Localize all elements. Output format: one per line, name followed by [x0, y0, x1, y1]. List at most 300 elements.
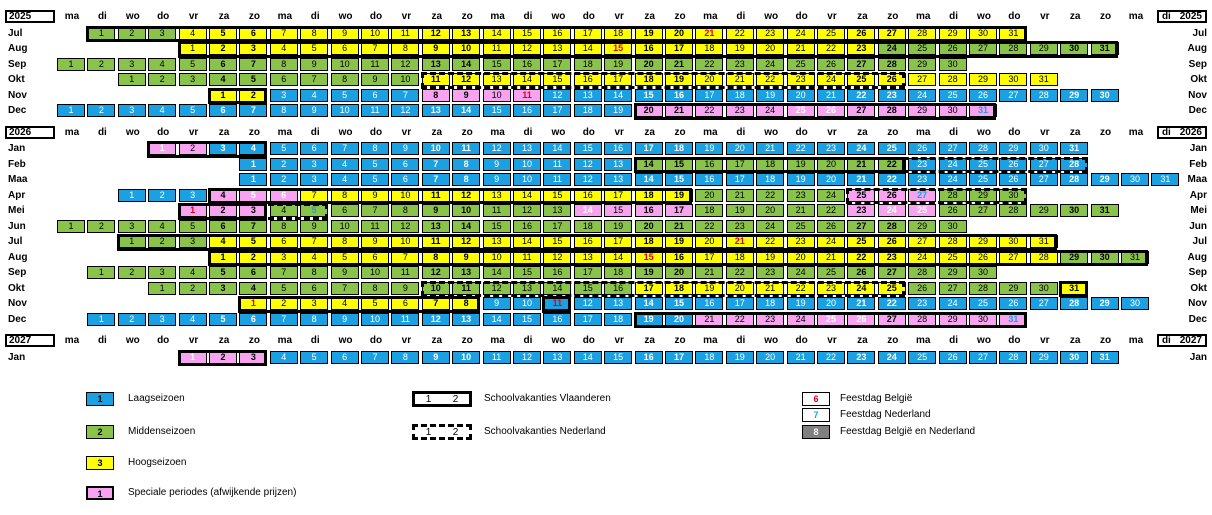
- day-cell: 4: [270, 42, 298, 55]
- day-cell: 7: [361, 204, 389, 217]
- day-cell: 14: [635, 158, 663, 171]
- day-cell: 30: [1121, 297, 1149, 310]
- month-label-right: Feb: [1189, 158, 1207, 170]
- day-cell: 25: [787, 58, 815, 71]
- weekday-header: ma: [703, 335, 718, 346]
- day-cell: 1: [179, 351, 207, 364]
- day-cell: 3: [179, 235, 207, 248]
- weekday-header: vr: [188, 11, 199, 22]
- day-cell: 14: [574, 351, 602, 364]
- day-cell: 25: [908, 204, 936, 217]
- day-cell: 27: [878, 313, 906, 326]
- day-cell: 7: [422, 297, 450, 310]
- day-cell: 26: [969, 89, 997, 102]
- day-cell: 10: [452, 42, 480, 55]
- weekday-header: za: [857, 335, 868, 346]
- day-cell: 14: [574, 204, 602, 217]
- month-label: Apr: [8, 189, 26, 201]
- day-cell: 27: [999, 89, 1027, 102]
- day-cell: 22: [878, 297, 906, 310]
- day-cell: 4: [331, 173, 359, 186]
- weekday-header: di: [97, 335, 107, 346]
- day-cell: 10: [513, 173, 541, 186]
- day-cell: 16: [543, 27, 571, 40]
- weekday-header: zo: [461, 11, 473, 22]
- weekday-header: di: [736, 335, 746, 346]
- day-cell: 27: [847, 104, 875, 117]
- day-cell: 25: [939, 89, 967, 102]
- day-cell: 14: [513, 189, 541, 202]
- weekday-header: vr: [188, 126, 199, 138]
- day-cell: 4: [270, 351, 298, 364]
- day-cell: 11: [483, 351, 511, 364]
- day-cell: 17: [543, 220, 571, 233]
- month-label-right: Dec: [1188, 105, 1207, 116]
- day-cell: 18: [635, 73, 663, 86]
- day-cell: 31: [1151, 173, 1179, 186]
- day-cell: 18: [695, 42, 723, 55]
- day-cell: 6: [391, 173, 419, 186]
- day-cell: 30: [1091, 251, 1119, 264]
- day-cell: 17: [635, 282, 663, 295]
- day-cell: 13: [422, 104, 450, 117]
- day-cell: 27: [939, 142, 967, 155]
- day-cell: 30: [1091, 89, 1119, 102]
- day-cell: 22: [878, 158, 906, 171]
- day-cell: 11: [391, 313, 419, 326]
- day-cell: 21: [726, 235, 754, 248]
- day-cell: 8: [300, 27, 328, 40]
- day-cell: 25: [817, 266, 845, 279]
- legend-swatch-feestdag-belgie: 6: [802, 392, 830, 406]
- day-cell: 15: [513, 27, 541, 40]
- day-cell: 18: [695, 204, 723, 217]
- day-cell: 23: [787, 73, 815, 86]
- day-cell: 2: [179, 142, 207, 155]
- day-cell: 2: [270, 173, 298, 186]
- day-cell: 11: [513, 251, 541, 264]
- day-cell: 24: [878, 351, 906, 364]
- day-cell: 23: [878, 89, 906, 102]
- weekday-header: di: [949, 126, 959, 138]
- day-cell: 22: [726, 313, 754, 326]
- day-cell: 1: [87, 266, 115, 279]
- day-cell: 19: [787, 297, 815, 310]
- day-cell: 15: [604, 42, 632, 55]
- day-cell: 25: [969, 173, 997, 186]
- day-cell: 4: [331, 158, 359, 171]
- day-cell: 1: [118, 235, 146, 248]
- month-label-right: Jun: [1189, 220, 1207, 232]
- day-cell: 3: [179, 73, 207, 86]
- day-cell: 5: [300, 42, 328, 55]
- month-label-right: Jul: [1192, 27, 1207, 39]
- day-cell: 17: [665, 204, 693, 217]
- weekday-header: wo: [551, 126, 566, 138]
- day-cell: 21: [665, 220, 693, 233]
- weekday-header: wo: [338, 11, 353, 22]
- month-label: Nov: [8, 298, 27, 309]
- day-cell: 16: [665, 251, 693, 264]
- legend-swatch-middenseizoen: 2: [86, 425, 114, 439]
- day-cell: 2: [270, 297, 298, 310]
- day-cell: 31: [1121, 251, 1149, 264]
- day-cell: 2: [209, 204, 237, 217]
- day-cell: 12: [452, 73, 480, 86]
- day-cell: 30: [1030, 282, 1058, 295]
- day-cell: 4: [239, 142, 267, 155]
- day-cell: 24: [939, 158, 967, 171]
- day-cell: 12: [422, 27, 450, 40]
- day-cell: 17: [574, 266, 602, 279]
- day-cell: 27: [969, 351, 997, 364]
- day-cell: 20: [695, 235, 723, 248]
- day-cell: 9: [300, 58, 328, 71]
- day-cell: 13: [604, 173, 632, 186]
- month-label: Jan: [8, 351, 26, 363]
- day-cell: 2: [118, 266, 146, 279]
- day-cell: 28: [878, 104, 906, 117]
- day-cell: 11: [361, 220, 389, 233]
- day-cell: 18: [574, 58, 602, 71]
- day-cell: 12: [391, 58, 419, 71]
- day-cell: 28: [908, 266, 936, 279]
- day-cell: 6: [331, 351, 359, 364]
- weekday-header: do: [369, 335, 383, 346]
- weekday-header: di: [1161, 335, 1171, 346]
- day-cell: 26: [817, 220, 845, 233]
- day-cell: 29: [969, 73, 997, 86]
- day-cell: 1: [179, 42, 207, 55]
- day-cell: 18: [635, 235, 663, 248]
- day-cell: 25: [939, 251, 967, 264]
- day-cell: 14: [483, 266, 511, 279]
- day-cell: 6: [300, 142, 328, 155]
- day-cell: 1: [148, 282, 176, 295]
- day-cell: 11: [422, 73, 450, 86]
- day-cell: 5: [361, 297, 389, 310]
- day-cell: 14: [635, 297, 663, 310]
- day-cell: 9: [331, 313, 359, 326]
- weekday-header: vr: [827, 126, 837, 138]
- weekday-header: do: [369, 126, 383, 138]
- weekday-header: di: [1161, 126, 1171, 138]
- day-cell: 30: [969, 266, 997, 279]
- day-cell: 28: [999, 351, 1027, 364]
- day-cell: 7: [300, 189, 328, 202]
- month-label: Sep: [8, 267, 27, 278]
- day-cell: 23: [878, 251, 906, 264]
- day-cell: 17: [604, 73, 632, 86]
- day-cell: 23: [787, 189, 815, 202]
- day-cell: 26: [999, 158, 1027, 171]
- day-cell: 31: [1030, 235, 1058, 248]
- day-cell: 28: [939, 73, 967, 86]
- day-cell: 28: [939, 235, 967, 248]
- day-cell: 23: [908, 158, 936, 171]
- day-cell: 1: [179, 204, 207, 217]
- day-cell: 4: [331, 297, 359, 310]
- weekday-header: za: [644, 126, 655, 138]
- weekday-header: do: [795, 126, 808, 138]
- day-cell: 22: [726, 266, 754, 279]
- day-cell: 20: [756, 204, 784, 217]
- day-cell: 19: [665, 73, 693, 86]
- day-cell: 31: [969, 104, 997, 117]
- month-label: Maa: [8, 174, 28, 185]
- day-cell: 21: [726, 189, 754, 202]
- day-cell: 20: [817, 158, 845, 171]
- weekday-header: za: [1069, 335, 1081, 346]
- day-cell: 30: [969, 313, 997, 326]
- day-cell: 23: [817, 142, 845, 155]
- day-cell: 6: [239, 266, 267, 279]
- month-label-right: Dec: [1188, 313, 1207, 325]
- weekday-header: vr: [1040, 11, 1050, 22]
- day-cell: 19: [787, 173, 815, 186]
- day-cell: 3: [179, 189, 207, 202]
- day-cell: 15: [543, 189, 571, 202]
- day-cell: 31: [1030, 73, 1058, 86]
- day-cell: 15: [635, 89, 663, 102]
- day-cell: 13: [483, 189, 511, 202]
- day-cell: 26: [939, 42, 967, 55]
- day-cell: 18: [695, 351, 723, 364]
- legend-box-vakanties-vlaanderen: [412, 391, 472, 407]
- day-cell: 26: [908, 142, 936, 155]
- day-cell: 3: [209, 142, 237, 155]
- day-cell: 9: [483, 297, 511, 310]
- day-cell: 9: [361, 235, 389, 248]
- day-cell: 2: [209, 42, 237, 55]
- day-cell: 16: [513, 220, 541, 233]
- day-cell: 10: [361, 266, 389, 279]
- day-cell: 8: [452, 297, 480, 310]
- month-label: Okt: [8, 282, 25, 294]
- day-cell: 13: [452, 266, 480, 279]
- weekday-header: wo: [338, 335, 353, 346]
- day-cell: 13: [513, 282, 541, 295]
- weekday-header: ma: [490, 11, 505, 22]
- day-cell: 21: [847, 297, 875, 310]
- weekday-header: ma: [1128, 11, 1144, 22]
- day-cell: 8: [391, 351, 419, 364]
- day-cell: 30: [1030, 142, 1058, 155]
- day-cell: 19: [604, 220, 632, 233]
- year-label-right: 2025: [1157, 10, 1207, 23]
- day-cell: 7: [270, 313, 298, 326]
- day-cell: 12: [422, 266, 450, 279]
- day-cell: 7: [361, 351, 389, 364]
- day-cell: 26: [939, 351, 967, 364]
- day-cell: 24: [878, 204, 906, 217]
- day-cell: 13: [513, 142, 541, 155]
- day-cell: 27: [878, 27, 906, 40]
- day-cell: 15: [543, 235, 571, 248]
- weekday-header: do: [795, 11, 808, 22]
- day-cell: 9: [300, 220, 328, 233]
- day-cell: 23: [726, 104, 754, 117]
- day-cell: 15: [604, 351, 632, 364]
- day-cell: 21: [695, 266, 723, 279]
- day-cell: 13: [543, 42, 571, 55]
- day-cell: 24: [756, 104, 784, 117]
- weekday-header: zo: [248, 335, 260, 346]
- day-cell: 15: [665, 158, 693, 171]
- day-cell: 28: [969, 282, 997, 295]
- day-cell: 12: [574, 297, 602, 310]
- day-cell: 28: [999, 204, 1027, 217]
- day-cell: 28: [939, 189, 967, 202]
- day-cell: 1: [57, 58, 85, 71]
- day-cell: 22: [695, 104, 723, 117]
- day-cell: 30: [1121, 173, 1149, 186]
- day-cell: 16: [513, 58, 541, 71]
- day-cell: 5: [270, 142, 298, 155]
- day-cell: 7: [391, 251, 419, 264]
- day-cell: 12: [483, 142, 511, 155]
- day-cell: 14: [604, 89, 632, 102]
- weekday-header: ma: [1128, 335, 1144, 346]
- day-cell: 24: [756, 58, 784, 71]
- day-cell: 23: [787, 235, 815, 248]
- day-cell: 3: [270, 251, 298, 264]
- day-cell: 25: [969, 297, 997, 310]
- weekday-header: vr: [614, 11, 624, 22]
- day-cell: 6: [300, 282, 328, 295]
- day-cell: 10: [422, 282, 450, 295]
- weekday-header: za: [431, 335, 443, 346]
- weekday-header: za: [218, 126, 230, 138]
- day-cell: 24: [878, 42, 906, 55]
- day-cell: 12: [543, 89, 571, 102]
- day-cell: 9: [391, 282, 419, 295]
- day-cell: 14: [543, 282, 571, 295]
- day-cell: 15: [483, 220, 511, 233]
- day-cell: 11: [543, 297, 571, 310]
- weekday-header: ma: [277, 126, 293, 138]
- weekday-header: za: [1069, 126, 1081, 138]
- day-cell: 15: [665, 173, 693, 186]
- day-cell: 8: [331, 189, 359, 202]
- day-cell: 26: [878, 235, 906, 248]
- day-cell: 8: [391, 204, 419, 217]
- day-cell: 25: [878, 142, 906, 155]
- weekday-header: di: [736, 11, 746, 22]
- weekday-header: vr: [401, 335, 412, 346]
- day-cell: 18: [635, 189, 663, 202]
- weekday-header: ma: [490, 126, 505, 138]
- day-cell: 21: [756, 142, 784, 155]
- weekday-header: za: [857, 11, 868, 22]
- day-cell: 23: [726, 58, 754, 71]
- day-cell: 28: [1060, 173, 1088, 186]
- day-cell: 17: [543, 58, 571, 71]
- day-cell: 11: [422, 235, 450, 248]
- day-cell: 19: [665, 189, 693, 202]
- day-cell: 14: [483, 27, 511, 40]
- day-cell: 26: [847, 266, 875, 279]
- day-cell: 18: [665, 142, 693, 155]
- day-cell: 30: [1060, 204, 1088, 217]
- day-cell: 27: [939, 282, 967, 295]
- day-cell: 14: [452, 104, 480, 117]
- weekday-header: zo: [1100, 11, 1112, 22]
- day-cell: 28: [999, 42, 1027, 55]
- weekday-header: di: [310, 335, 320, 346]
- weekday-header: di: [949, 11, 959, 22]
- weekday-header: zo: [887, 11, 899, 22]
- year-label: 2026: [5, 126, 55, 139]
- weekday-header: do: [795, 335, 808, 346]
- day-cell: 16: [695, 158, 723, 171]
- weekday-header: ma: [1128, 126, 1144, 138]
- day-cell: 10: [331, 58, 359, 71]
- weekday-header: di: [949, 335, 959, 346]
- day-cell: 24: [939, 173, 967, 186]
- day-cell: 12: [513, 204, 541, 217]
- day-cell: 9: [483, 173, 511, 186]
- day-cell: 23: [908, 297, 936, 310]
- day-cell: 15: [604, 204, 632, 217]
- day-cell: 26: [817, 104, 845, 117]
- day-cell: 28: [878, 220, 906, 233]
- day-cell: 6: [270, 235, 298, 248]
- weekday-header: wo: [977, 11, 991, 22]
- day-cell: 11: [543, 158, 571, 171]
- weekday-header: di: [310, 126, 320, 138]
- weekday-header: do: [582, 126, 595, 138]
- day-cell: 4: [300, 89, 328, 102]
- weekday-header: zo: [248, 11, 260, 22]
- day-cell: 22: [847, 251, 875, 264]
- day-cell: 7: [239, 220, 267, 233]
- day-cell: 21: [695, 313, 723, 326]
- day-cell: 9: [422, 351, 450, 364]
- day-cell: 20: [695, 73, 723, 86]
- day-cell: 23: [847, 351, 875, 364]
- day-cell: 15: [483, 104, 511, 117]
- legend-label-vakanties-nederland: Schoolvakanties Nederland: [484, 426, 606, 437]
- day-cell: 4: [179, 266, 207, 279]
- day-cell: 1: [209, 89, 237, 102]
- day-cell: 17: [695, 89, 723, 102]
- day-cell: 6: [331, 204, 359, 217]
- day-cell: 29: [1091, 297, 1119, 310]
- day-cell: 11: [483, 204, 511, 217]
- day-cell: 27: [1030, 158, 1058, 171]
- day-cell: 1: [87, 313, 115, 326]
- weekday-header: za: [1069, 11, 1081, 22]
- weekday-header: ma: [490, 335, 505, 346]
- day-cell: 24: [756, 220, 784, 233]
- day-cell: 10: [391, 73, 419, 86]
- year-label: 2027: [5, 334, 55, 347]
- day-cell: 2: [209, 351, 237, 364]
- weekday-header: ma: [703, 11, 718, 22]
- day-cell: 10: [513, 297, 541, 310]
- day-cell: 29: [1060, 89, 1088, 102]
- day-cell: 29: [969, 235, 997, 248]
- day-cell: 5: [179, 220, 207, 233]
- day-cell: 10: [391, 189, 419, 202]
- day-cell: 16: [543, 266, 571, 279]
- day-cell: 5: [300, 351, 328, 364]
- weekday-header: ma: [915, 126, 931, 138]
- day-cell: 31: [999, 313, 1027, 326]
- day-cell: 5: [300, 204, 328, 217]
- day-cell: 23: [756, 266, 784, 279]
